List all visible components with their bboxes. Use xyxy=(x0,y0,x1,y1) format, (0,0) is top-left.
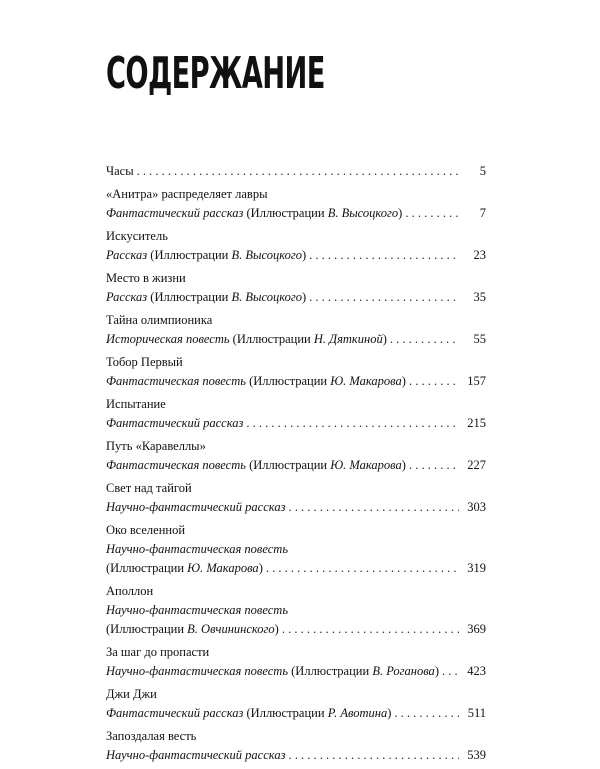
toc-text: ) xyxy=(434,664,439,678)
toc-italic-text: Научно-фантастическая повесть xyxy=(106,603,289,617)
toc-line-text xyxy=(106,498,285,517)
toc-line xyxy=(106,727,486,746)
page-number: 369 xyxy=(467,622,486,636)
toc-text: ) xyxy=(301,248,307,262)
toc-italic-text: Научно-фантастический рассказ xyxy=(106,500,286,514)
dot-leader xyxy=(405,204,459,223)
toc-line-text xyxy=(106,601,288,620)
toc-italic-text: Рассказ xyxy=(106,290,148,304)
dot-leader xyxy=(442,662,459,681)
toc-line-text xyxy=(106,704,391,723)
toc-text: «Анитра» распределяет лавры xyxy=(106,187,268,201)
toc-text: Аполлон xyxy=(106,584,154,598)
toc-line xyxy=(106,601,486,620)
dot-leader xyxy=(266,559,459,578)
toc-text: ) xyxy=(382,332,387,346)
toc-line-text xyxy=(106,559,263,578)
page-number: 227 xyxy=(467,458,486,472)
toc-text: (Иллюстрации xyxy=(245,374,331,388)
toc-italic-text: Ю. Макарова xyxy=(330,458,402,472)
toc-italic-text: Фантастический рассказ xyxy=(106,206,244,220)
toc-line-text xyxy=(106,353,183,372)
page-number: 303 xyxy=(467,500,486,514)
toc-text: Искуситель xyxy=(106,229,168,243)
toc-text: ) xyxy=(258,561,263,575)
toc-line-text xyxy=(106,727,196,746)
toc-text: ) xyxy=(301,290,307,304)
toc-text: ) xyxy=(274,622,279,636)
dot-leader xyxy=(309,246,459,265)
toc-text: (Иллюстрации xyxy=(243,206,328,220)
toc-italic-text: Н. Дяткиной xyxy=(313,332,383,346)
toc-italic-text: Историческая повесть xyxy=(106,332,230,346)
toc-line xyxy=(106,227,486,246)
toc-line xyxy=(106,204,486,223)
page-number: 35 xyxy=(473,290,486,304)
toc-line xyxy=(106,643,486,662)
toc-line-text xyxy=(106,582,153,601)
toc-italic-text: В. Высоцкого xyxy=(231,248,302,262)
toc-entry xyxy=(106,227,486,265)
toc-entry xyxy=(106,685,486,723)
toc-text: Джи Джи xyxy=(106,687,157,701)
toc-text: Запоздалая весть xyxy=(106,729,197,743)
toc-line-text xyxy=(106,662,439,681)
toc-text: Свет над тайгой xyxy=(106,481,192,495)
toc-entry xyxy=(106,437,486,475)
toc-text: (Иллюстрации xyxy=(147,248,232,262)
toc-line-text xyxy=(106,746,285,765)
toc-text: Тайна олимпионика xyxy=(106,313,213,327)
page-number: 539 xyxy=(467,748,486,762)
toc-entry xyxy=(106,185,486,223)
page-number: 7 xyxy=(479,206,486,220)
page-number: 423 xyxy=(467,664,486,678)
toc-line-text xyxy=(106,204,402,223)
toc-text: (Иллюстрации xyxy=(243,706,328,720)
toc-text: (Иллюстрации xyxy=(245,458,331,472)
toc-italic-text: В. Роганова xyxy=(372,664,435,678)
toc-line-text xyxy=(106,372,406,391)
toc-italic-text: Научно-фантастическая повесть xyxy=(106,664,289,678)
toc-line xyxy=(106,185,486,204)
toc-entry xyxy=(106,162,486,181)
toc-text: (Иллюстрации xyxy=(288,664,373,678)
toc-italic-text: Фантастический рассказ xyxy=(106,416,244,430)
toc-italic-text: Фантастическая повесть xyxy=(106,458,246,472)
toc-line xyxy=(106,330,486,349)
toc-text: Путь «Каравеллы» xyxy=(106,439,206,453)
toc-italic-text: Рассказ xyxy=(106,248,148,262)
toc-text: Испытание xyxy=(106,397,166,411)
toc-text: (Иллюстрации xyxy=(106,561,188,575)
toc-italic-text: В. Высоцкого xyxy=(231,290,302,304)
toc-line xyxy=(106,456,486,475)
toc-entry xyxy=(106,521,486,578)
toc-line-text xyxy=(106,437,206,456)
page-number: 511 xyxy=(467,706,486,720)
toc-line xyxy=(106,498,486,517)
toc-line xyxy=(106,269,486,288)
dot-leader xyxy=(309,288,459,307)
toc-entry xyxy=(106,479,486,517)
toc-italic-text: В. Высоцкого xyxy=(327,206,399,220)
toc-line-text xyxy=(106,456,406,475)
toc-line-text xyxy=(106,311,212,330)
dot-leader xyxy=(288,498,459,517)
page-number: 215 xyxy=(467,416,486,430)
toc-entry xyxy=(106,582,486,639)
dot-leader xyxy=(390,330,459,349)
toc-line-text xyxy=(106,643,209,662)
toc-entry xyxy=(106,353,486,391)
toc-entry xyxy=(106,269,486,307)
toc-line-text xyxy=(106,521,185,540)
toc-text: ) xyxy=(401,458,406,472)
toc-text: ) xyxy=(401,374,406,388)
page-number: 55 xyxy=(473,332,486,346)
toc-entry xyxy=(106,727,486,765)
toc-entry xyxy=(106,395,486,433)
toc-line-text xyxy=(106,330,387,349)
toc-line xyxy=(106,311,486,330)
toc-line xyxy=(106,246,486,265)
page-number: 319 xyxy=(467,561,486,575)
toc-italic-text: Ю. Макарова xyxy=(187,561,259,575)
toc-line-text xyxy=(106,479,192,498)
toc-line xyxy=(106,746,486,765)
toc-text: (Иллюстрации xyxy=(106,622,188,636)
toc-italic-text: Фантастический рассказ xyxy=(106,706,244,720)
toc-text: ) xyxy=(398,206,403,220)
toc-text: Место в жизни xyxy=(106,271,186,285)
toc-line-text xyxy=(106,246,306,265)
toc-text: Тобор Первый xyxy=(106,355,183,369)
page-number: 23 xyxy=(473,248,486,262)
dot-leader xyxy=(394,704,459,723)
dot-leader xyxy=(282,620,459,639)
toc-text: (Иллюстрации xyxy=(147,290,232,304)
toc-line xyxy=(106,414,486,433)
toc-line xyxy=(106,479,486,498)
dot-leader xyxy=(137,162,459,181)
toc-line xyxy=(106,395,486,414)
toc-text: ) xyxy=(387,706,392,720)
page-number: 157 xyxy=(467,374,486,388)
dot-leader xyxy=(288,746,459,765)
toc-text: За шаг до пропасти xyxy=(106,645,210,659)
toc-italic-text: Р. Авотина xyxy=(327,706,388,720)
toc-line xyxy=(106,162,486,181)
toc-line xyxy=(106,582,486,601)
toc-line xyxy=(106,288,486,307)
toc-line-text xyxy=(106,288,306,307)
toc-line-text xyxy=(106,395,166,414)
toc-line xyxy=(106,437,486,456)
toc-entry xyxy=(106,311,486,349)
toc-italic-text: Научно-фантастическая повесть xyxy=(106,542,289,556)
toc-line-text xyxy=(106,414,243,433)
toc-line xyxy=(106,704,486,723)
toc-text: Часы xyxy=(106,164,134,178)
toc-line xyxy=(106,353,486,372)
table-of-contents xyxy=(106,162,486,769)
page-number: 5 xyxy=(479,164,486,178)
toc-line xyxy=(106,521,486,540)
toc-line xyxy=(106,685,486,704)
toc-line-text xyxy=(106,269,186,288)
page-title: СОДЕРЖАНИЕ xyxy=(106,48,325,99)
toc-line xyxy=(106,540,486,559)
toc-text: (Иллюстрации xyxy=(229,332,314,346)
toc-line-text xyxy=(106,185,267,204)
toc-line-text xyxy=(106,227,168,246)
toc-italic-text: В. Овчининского xyxy=(187,622,275,636)
toc-italic-text: Фантастическая повесть xyxy=(106,374,246,388)
toc-text: Око вселенной xyxy=(106,523,186,537)
toc-line xyxy=(106,559,486,578)
toc-line xyxy=(106,662,486,681)
dot-leader xyxy=(409,456,459,475)
toc-line-text xyxy=(106,540,288,559)
toc-line-text xyxy=(106,162,134,181)
toc-italic-text: Ю. Макарова xyxy=(330,374,402,388)
toc-italic-text: Научно-фантастический рассказ xyxy=(106,748,286,762)
toc-line-text xyxy=(106,685,157,704)
toc-line xyxy=(106,620,486,639)
dot-leader xyxy=(409,372,459,391)
toc-entry xyxy=(106,643,486,681)
dot-leader xyxy=(246,414,459,433)
toc-line-text xyxy=(106,620,279,639)
toc-line xyxy=(106,372,486,391)
